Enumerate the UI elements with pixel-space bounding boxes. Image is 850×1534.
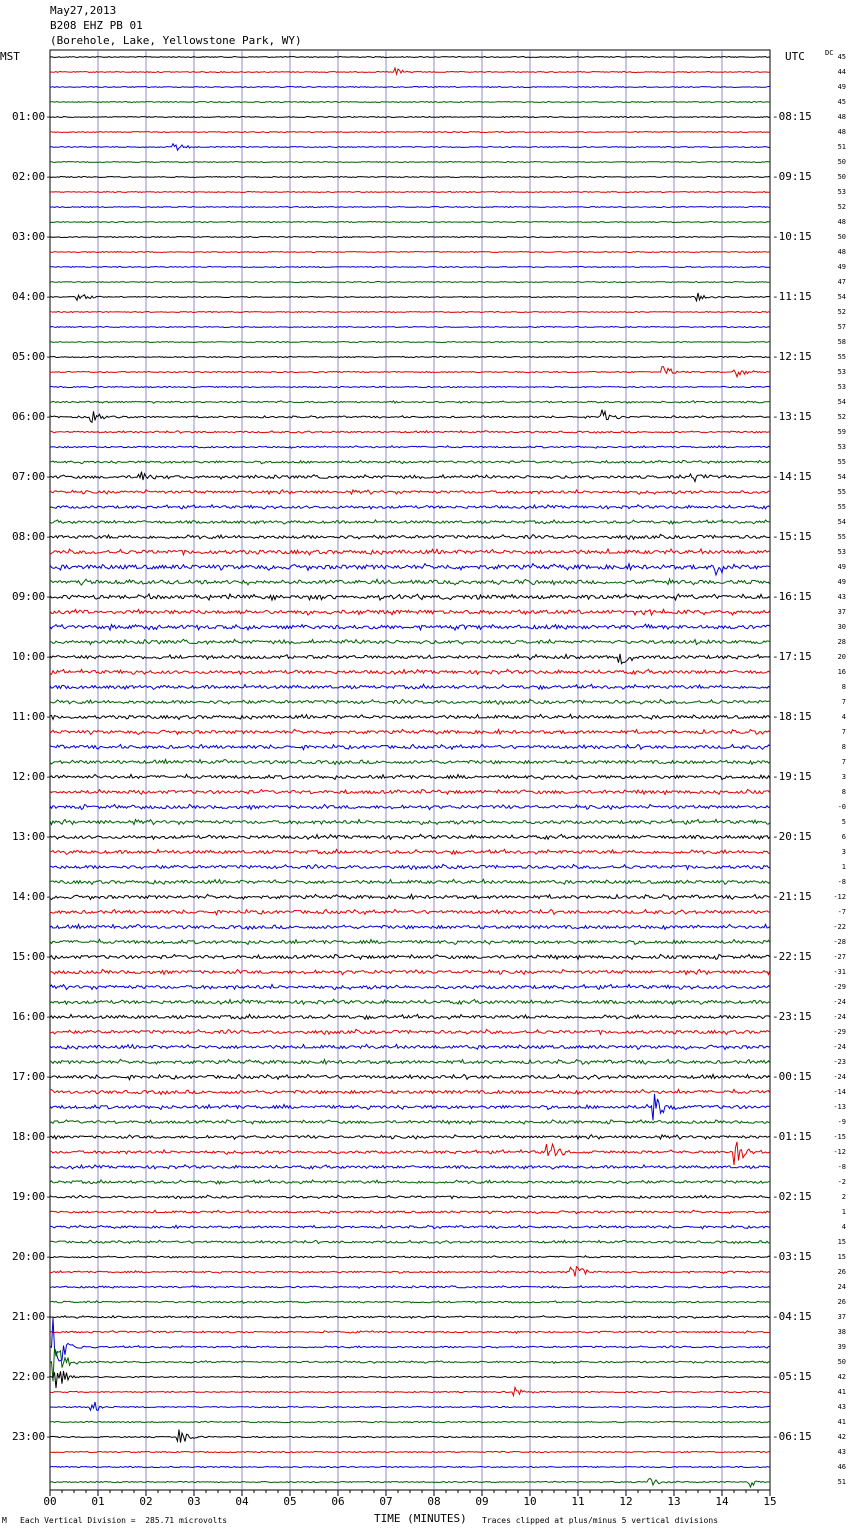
seismic-trace <box>50 1240 770 1243</box>
x-tick-label: 13 <box>667 1495 681 1508</box>
utc-hour-label: -23:15 <box>772 1010 812 1023</box>
mst-hour-label: 13:00- <box>12 830 52 843</box>
dc-offset-value: -31 <box>833 968 846 976</box>
dc-offset-value: 7 <box>841 758 846 766</box>
utc-axis-title: UTC <box>785 50 805 63</box>
seismic-trace <box>50 87 770 88</box>
seismic-trace <box>50 252 770 253</box>
seismic-trace <box>50 1225 770 1229</box>
dc-offset-value: 37 <box>837 608 846 616</box>
dc-offset-value: 8 <box>841 743 846 751</box>
seismic-trace <box>50 207 770 208</box>
dc-offset-value: 15 <box>837 1238 846 1246</box>
x-tick-label: 07 <box>379 1495 393 1508</box>
dc-offset-value: 20 <box>837 653 846 661</box>
dc-offset-value: 55 <box>837 533 846 541</box>
seismic-trace <box>50 759 770 764</box>
dc-offset-value: 5 <box>841 818 846 826</box>
mst-hour-label: 06:00- <box>12 410 52 423</box>
dc-offset-value: 59 <box>837 428 846 436</box>
mst-hour-label: 05:00- <box>12 350 52 363</box>
dc-offset-value: 42 <box>837 1373 846 1381</box>
dc-offset-value: 45 <box>837 53 846 61</box>
dc-offset-value: 49 <box>837 263 846 271</box>
utc-hour-label: -20:15 <box>772 830 812 843</box>
seismic-trace <box>50 237 770 238</box>
seismic-trace <box>50 534 770 539</box>
seismic-trace <box>50 1267 770 1277</box>
seismic-trace <box>50 410 770 423</box>
seismic-trace <box>50 669 770 674</box>
dc-offset-value: -24 <box>833 1073 846 1081</box>
utc-hour-label: -11:15 <box>772 290 812 303</box>
seismic-trace <box>50 774 770 779</box>
mst-hour-label: 03:00- <box>12 230 52 243</box>
dc-offset-value: -14 <box>833 1088 846 1096</box>
seismic-trace <box>50 327 770 328</box>
dc-offset-value: 4 <box>841 1223 846 1231</box>
seismic-trace <box>50 222 770 223</box>
clip-note: Traces clipped at plus/minus 5 vertical divisions <box>482 1516 719 1525</box>
dc-offset-value: 55 <box>837 503 846 511</box>
seismic-trace <box>50 1142 770 1165</box>
x-tick-label: 03 <box>187 1495 201 1508</box>
mst-hour-label: 14:00- <box>12 890 52 903</box>
seismic-trace <box>50 1402 770 1411</box>
mst-hour-label: 23:00- <box>12 1430 52 1443</box>
seismic-trace <box>50 57 770 58</box>
dc-offset-value: -29 <box>833 983 846 991</box>
dc-offset-value: 52 <box>837 413 846 421</box>
dc-offset-value: 54 <box>837 398 846 406</box>
scale-note: Each Vertical Division = 285.71 microvolts <box>20 1516 228 1525</box>
dc-offset-value: -29 <box>833 1028 846 1036</box>
seismic-trace <box>50 1430 770 1443</box>
dc-offset-value: 3 <box>841 773 846 781</box>
dc-offset-value: 48 <box>837 218 846 226</box>
dc-offset-value: 45 <box>837 98 846 106</box>
seismic-trace <box>50 1165 770 1169</box>
seismic-trace <box>50 1466 770 1467</box>
seismic-trace <box>50 177 770 178</box>
mst-hour-label: 18:00- <box>12 1130 52 1143</box>
seismic-trace <box>50 144 770 150</box>
mst-hour-label: 16:00- <box>12 1010 52 1023</box>
dc-offset-value: -9 <box>837 1118 846 1126</box>
mst-hour-label: 12:00- <box>12 770 52 783</box>
utc-hour-label: -01:15 <box>772 1130 812 1143</box>
x-tick-label: 01 <box>91 1495 105 1508</box>
dc-offset-value: 53 <box>837 368 846 376</box>
seismic-trace <box>50 1301 770 1303</box>
x-tick-label: 11 <box>571 1495 585 1508</box>
dc-offset-value: -24 <box>833 1043 846 1051</box>
utc-hour-label: -19:15 <box>772 770 812 783</box>
utc-hour-label: -09:15 <box>772 170 812 183</box>
mst-hour-label: 19:00- <box>12 1190 52 1203</box>
seismic-trace <box>50 924 770 929</box>
dc-column-title: DC <box>825 49 834 57</box>
dc-offset-value: 1 <box>841 863 846 871</box>
dc-offset-value: 48 <box>837 128 846 136</box>
dc-offset-value: 47 <box>837 278 846 286</box>
seismic-trace <box>50 1089 770 1094</box>
dc-offset-value: 16 <box>837 668 846 676</box>
dc-offset-value: 43 <box>837 1403 846 1411</box>
dc-offset-value: 26 <box>837 1268 846 1276</box>
dc-offset-value: -22 <box>833 923 846 931</box>
dc-offset-value: 52 <box>837 203 846 211</box>
dc-offset-value: 53 <box>837 188 846 196</box>
dc-offset-value: 55 <box>837 488 846 496</box>
seismic-trace <box>50 684 770 689</box>
utc-hour-label: -05:15 <box>772 1370 812 1383</box>
dc-offset-value: 39 <box>837 1343 846 1351</box>
seismic-trace <box>50 117 770 118</box>
seismic-trace <box>50 1451 770 1452</box>
utc-hour-label: -03:15 <box>772 1250 812 1263</box>
dc-offset-value: 44 <box>837 68 846 76</box>
seismic-trace <box>50 654 770 664</box>
dc-offset-value: 7 <box>841 728 846 736</box>
seismic-trace <box>50 312 770 313</box>
utc-hour-label: -12:15 <box>772 350 812 363</box>
x-axis-label: TIME (MINUTES) <box>374 1512 467 1525</box>
dc-offset-value: -2 <box>837 1178 846 1186</box>
dc-offset-value: -12 <box>833 893 846 901</box>
seismic-trace <box>50 894 770 899</box>
mst-hour-label: 04:00- <box>12 290 52 303</box>
seismic-trace <box>50 984 770 989</box>
seismic-trace <box>50 879 770 884</box>
seismic-trace <box>50 132 770 133</box>
seismic-trace <box>50 102 770 103</box>
utc-hour-label: -04:15 <box>772 1310 812 1323</box>
dc-offset-value: 37 <box>837 1313 846 1321</box>
x-tick-label: 00 <box>43 1495 57 1508</box>
utc-hour-label: -14:15 <box>772 470 812 483</box>
corner-mark: M <box>2 1516 7 1525</box>
mst-hour-label: 02:00- <box>12 170 52 183</box>
dc-offset-value: 58 <box>837 338 846 346</box>
plot-date: May27,2013 <box>50 4 117 17</box>
seismic-trace <box>50 790 770 795</box>
mst-hour-label: 21:00- <box>12 1310 52 1323</box>
dc-offset-value: -12 <box>833 1148 846 1156</box>
seismic-trace <box>50 714 770 719</box>
seismic-trace <box>50 864 770 869</box>
plot-frame <box>50 50 770 1490</box>
dc-offset-value: -24 <box>833 998 846 1006</box>
seismic-trace <box>50 909 770 914</box>
dc-offset-value: 41 <box>837 1418 846 1426</box>
seismic-trace <box>50 1421 770 1422</box>
seismic-trace <box>50 431 770 434</box>
dc-offset-value: 42 <box>837 1433 846 1441</box>
utc-hour-label: -17:15 <box>772 650 812 663</box>
dc-offset-value: -8 <box>837 1163 846 1171</box>
seismic-trace <box>50 505 770 509</box>
seismic-trace <box>50 834 770 839</box>
seismic-trace <box>50 639 770 644</box>
seismic-trace <box>50 744 770 749</box>
seismic-trace <box>50 1044 770 1049</box>
dc-offset-value: 24 <box>837 1283 846 1291</box>
mst-hour-label: 07:00- <box>12 470 52 483</box>
seismic-trace <box>50 1318 770 1361</box>
utc-hour-label: -08:15 <box>772 110 812 123</box>
dc-offset-value: 43 <box>837 593 846 601</box>
dc-offset-value: -28 <box>833 938 846 946</box>
seismic-trace <box>50 342 770 343</box>
seismic-trace <box>50 267 770 268</box>
seismic-trace <box>50 1478 770 1487</box>
seismic-trace <box>50 1059 770 1064</box>
utc-hour-label: -00:15 <box>772 1070 812 1083</box>
seismic-trace <box>50 849 770 854</box>
seismic-trace <box>50 1256 770 1259</box>
mst-hour-label: 15:00- <box>12 950 52 963</box>
dc-offset-value: -15 <box>833 1133 846 1141</box>
utc-hour-label: -02:15 <box>772 1190 812 1203</box>
x-tick-label: 04 <box>235 1495 249 1508</box>
dc-offset-value: 50 <box>837 158 846 166</box>
seismic-trace <box>50 1210 770 1214</box>
seismic-trace <box>50 819 770 824</box>
seismic-trace <box>50 955 770 960</box>
seismic-trace <box>50 804 770 809</box>
seismic-trace <box>50 386 770 387</box>
station-code: B208 EHZ PB 01 <box>50 19 143 32</box>
dc-offset-value: 4 <box>841 713 846 721</box>
dc-offset-value: 49 <box>837 578 846 586</box>
dc-offset-value: 55 <box>837 458 846 466</box>
mst-hour-label: 09:00- <box>12 590 52 603</box>
seismic-trace <box>50 520 770 524</box>
dc-offset-value: 54 <box>837 293 846 301</box>
seismic-trace <box>50 609 770 615</box>
dc-offset-value: 2 <box>841 1193 846 1201</box>
seismic-trace <box>50 1180 770 1184</box>
mst-hour-label: 20:00- <box>12 1250 52 1263</box>
dc-offset-value: 50 <box>837 233 846 241</box>
dc-offset-value: 7 <box>841 698 846 706</box>
seismic-trace <box>50 1286 770 1289</box>
seismic-trace <box>50 564 770 575</box>
seismic-trace <box>50 356 770 357</box>
utc-hour-label: -16:15 <box>772 590 812 603</box>
mst-hour-label: 11:00- <box>12 710 52 723</box>
mst-axis-title: MST <box>0 50 20 63</box>
dc-offset-value: 6 <box>841 833 846 841</box>
dc-offset-value: 46 <box>837 1463 846 1471</box>
dc-offset-value: 26 <box>837 1298 846 1306</box>
dc-offset-value: 8 <box>841 788 846 796</box>
seismic-trace <box>50 729 770 734</box>
seismic-trace <box>50 1029 770 1034</box>
seismic-trace <box>50 1371 770 1388</box>
seismic-trace <box>50 1120 770 1124</box>
seismic-trace <box>50 699 770 704</box>
dc-offset-value: 1 <box>841 1208 846 1216</box>
mst-hour-label: 10:00- <box>12 650 52 663</box>
x-tick-label: 15 <box>763 1495 777 1508</box>
seismic-trace <box>50 1014 770 1019</box>
utc-hour-label: -21:15 <box>772 890 812 903</box>
seismic-trace <box>50 460 770 463</box>
utc-hour-label: -13:15 <box>772 410 812 423</box>
dc-offset-value: 15 <box>837 1253 846 1261</box>
x-tick-label: 14 <box>715 1495 729 1508</box>
dc-offset-value: 53 <box>837 443 846 451</box>
dc-offset-value: -8 <box>837 878 846 886</box>
x-tick-label: 06 <box>331 1495 345 1508</box>
x-tick-label: 08 <box>427 1495 441 1508</box>
dc-offset-value: 54 <box>837 473 846 481</box>
dc-offset-value: -27 <box>833 953 846 961</box>
dc-offset-value: 38 <box>837 1328 846 1336</box>
dc-offset-value: 48 <box>837 113 846 121</box>
seismic-trace <box>50 1135 770 1139</box>
seismic-trace <box>50 68 770 74</box>
dc-offset-value: -0 <box>837 803 846 811</box>
seismic-trace <box>50 472 770 482</box>
seismic-trace <box>50 1094 770 1120</box>
dc-offset-value: 43 <box>837 1448 846 1456</box>
dc-offset-value: -13 <box>833 1103 846 1111</box>
dc-offset-value: -23 <box>833 1058 846 1066</box>
dc-offset-value: 41 <box>837 1388 846 1396</box>
dc-offset-value: 8 <box>841 683 846 691</box>
seismic-trace <box>50 939 770 944</box>
seismic-trace <box>50 1387 770 1395</box>
dc-offset-value: 51 <box>837 1478 846 1486</box>
dc-offset-value: 3 <box>841 848 846 856</box>
x-tick-label: 10 <box>523 1495 537 1508</box>
seismic-trace <box>50 446 770 449</box>
mst-hour-label: 17:00- <box>12 1070 52 1083</box>
utc-hour-label: -10:15 <box>772 230 812 243</box>
seismic-trace <box>50 1195 770 1198</box>
dc-offset-value: 53 <box>837 383 846 391</box>
seismic-trace <box>50 549 770 555</box>
mst-hour-label: 22:00- <box>12 1370 52 1383</box>
x-tick-label: 12 <box>619 1495 633 1508</box>
seismic-trace <box>50 594 770 600</box>
station-location: (Borehole, Lake, Yellowstone Park, WY) <box>50 34 302 47</box>
mst-hour-label: 08:00- <box>12 530 52 543</box>
seismic-trace <box>50 367 770 377</box>
x-tick-label: 09 <box>475 1495 489 1508</box>
dc-offset-value: 49 <box>837 83 846 91</box>
seismic-trace <box>50 969 770 974</box>
dc-offset-value: 52 <box>837 308 846 316</box>
seismic-trace <box>50 1074 770 1079</box>
utc-hour-label: -18:15 <box>772 710 812 723</box>
dc-offset-value: -24 <box>833 1013 846 1021</box>
dc-offset-value: 50 <box>837 1358 846 1366</box>
x-tick-label: 05 <box>283 1495 297 1508</box>
utc-hour-label: -15:15 <box>772 530 812 543</box>
x-tick-label: 02 <box>139 1495 153 1508</box>
dc-offset-value: 48 <box>837 248 846 256</box>
seismic-trace <box>50 401 770 404</box>
dc-offset-value: 54 <box>837 518 846 526</box>
seismic-trace <box>50 1316 770 1319</box>
utc-hour-label: -22:15 <box>772 950 812 963</box>
seismic-trace <box>50 192 770 193</box>
seismic-trace <box>50 1331 770 1334</box>
seismic-trace <box>50 282 770 283</box>
seismic-trace <box>50 579 770 585</box>
dc-offset-value: 28 <box>837 638 846 646</box>
seismic-trace <box>50 490 770 494</box>
mst-hour-label: 01:00- <box>12 110 52 123</box>
seismic-trace <box>50 624 770 630</box>
dc-offset-value: 57 <box>837 323 846 331</box>
dc-offset-value: -7 <box>837 908 846 916</box>
seismic-trace <box>50 162 770 163</box>
dc-offset-value: 53 <box>837 548 846 556</box>
dc-offset-value: 30 <box>837 623 846 631</box>
dc-offset-value: 51 <box>837 143 846 151</box>
utc-hour-label: -06:15 <box>772 1430 812 1443</box>
dc-offset-value: 55 <box>837 353 846 361</box>
dc-offset-value: 49 <box>837 563 846 571</box>
dc-offset-value: 50 <box>837 173 846 181</box>
seismic-trace <box>50 999 770 1004</box>
seismic-trace <box>50 293 770 301</box>
